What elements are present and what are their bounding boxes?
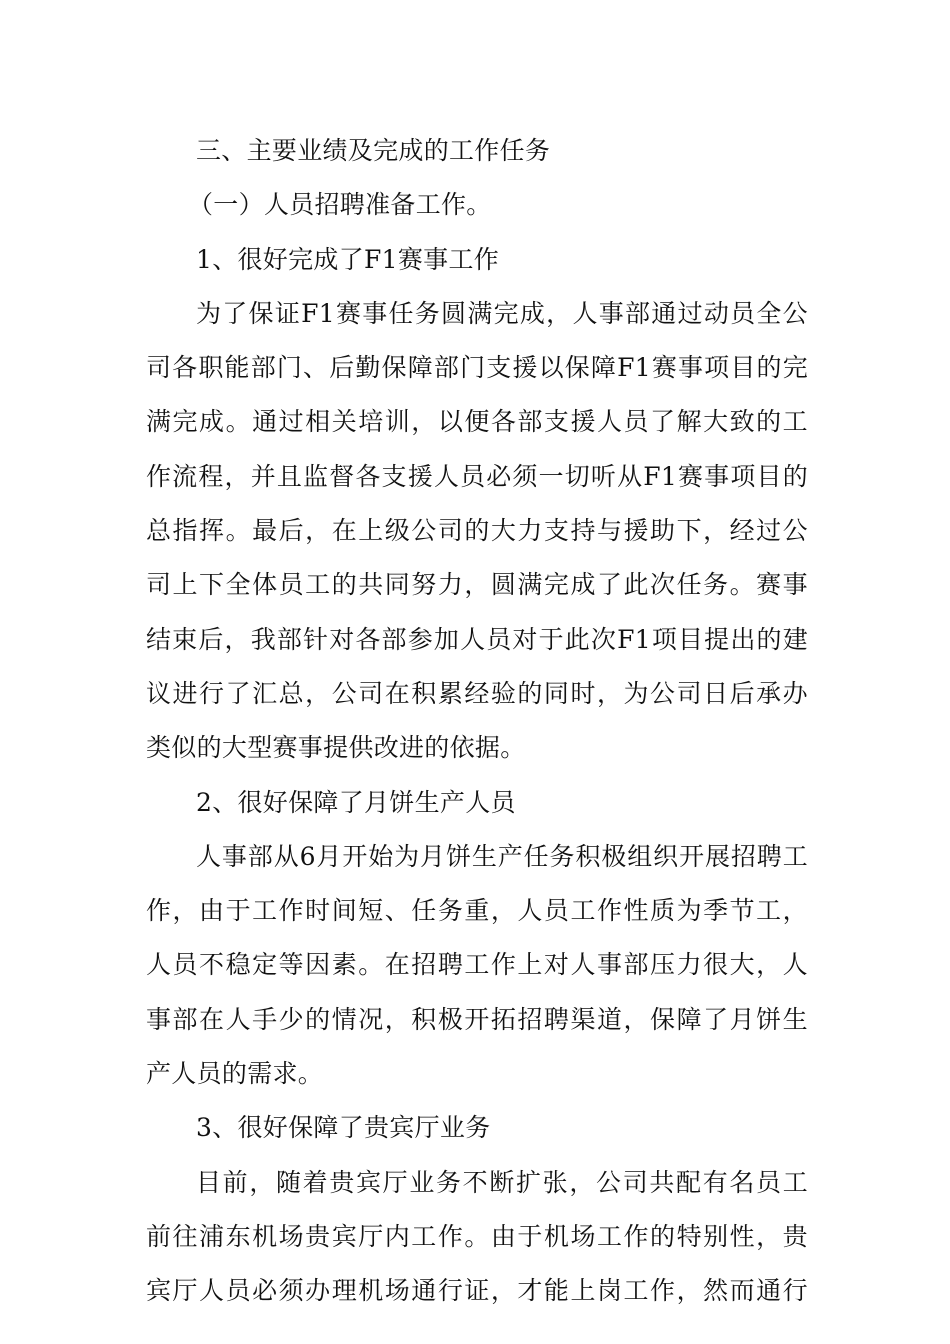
paragraph-line: 作流程，并且监督各支援人员必须一切听从F1赛事项目的 [146,461,808,491]
document-page [146,124,808,1319]
paragraph-line: 议进行了汇总，公司在积累经验的同时，为公司日后承办 [146,678,808,708]
paragraph-line: 满完成。通过相关培训，以便各部支援人员了解大致的工 [146,407,808,437]
paragraph-line: 总指挥。最后，在上级公司的大力支持与援助下，经过公 [146,516,808,546]
paragraph-line: 事部在人手少的情况，积极开拓招聘渠道，保障了月饼生 [146,1004,808,1034]
item-heading-3: 3、很好保障了贵宾厅业务 [196,1113,491,1143]
subsection-heading: （一）人员招聘准备工作。 [188,190,492,220]
paragraph-line: 人员不稳定等因素。在招聘工作上对人事部压力很大，人 [146,950,808,980]
paragraph-line: 目前，随着贵宾厅业务不断扩张，公司共配有名员工 [196,1167,808,1197]
paragraph-line: 结束后，我部针对各部参加人员对于此次F1项目提出的建 [146,624,808,654]
item-heading-1: 1、很好完成了F1赛事工作 [196,244,500,274]
paragraph-line: 产人员的需求。 [146,1059,324,1089]
section-heading: 三、主要业绩及完成的工作任务 [196,136,551,165]
paragraph-line: 司上下全体员工的共同努力，圆满完成了此次任务。赛事 [146,570,808,600]
paragraph-line: 为了保证F1赛事任务圆满完成，人事部通过动员全公 [196,298,808,328]
paragraph-line: 人事部从6月开始为月饼生产任务积极组织开展招聘工 [196,841,808,871]
paragraph-line: 宾厅人员必须办理机场通行证，才能上岗工作，然而通行 [146,1276,808,1306]
paragraph-line: 类似的大型赛事提供改进的依据。 [146,733,526,763]
item-heading-2: 2、很好保障了月饼生产人员 [196,787,516,817]
paragraph-line: 作，由于工作时间短、任务重，人员工作性质为季节工， [146,896,808,926]
paragraph-line: 前往浦东机场贵宾厅内工作。由于机场工作的特别性，贵 [146,1221,808,1251]
paragraph-line: 司各职能部门、后勤保障部门支援以保障F1赛事项目的完 [146,353,808,383]
